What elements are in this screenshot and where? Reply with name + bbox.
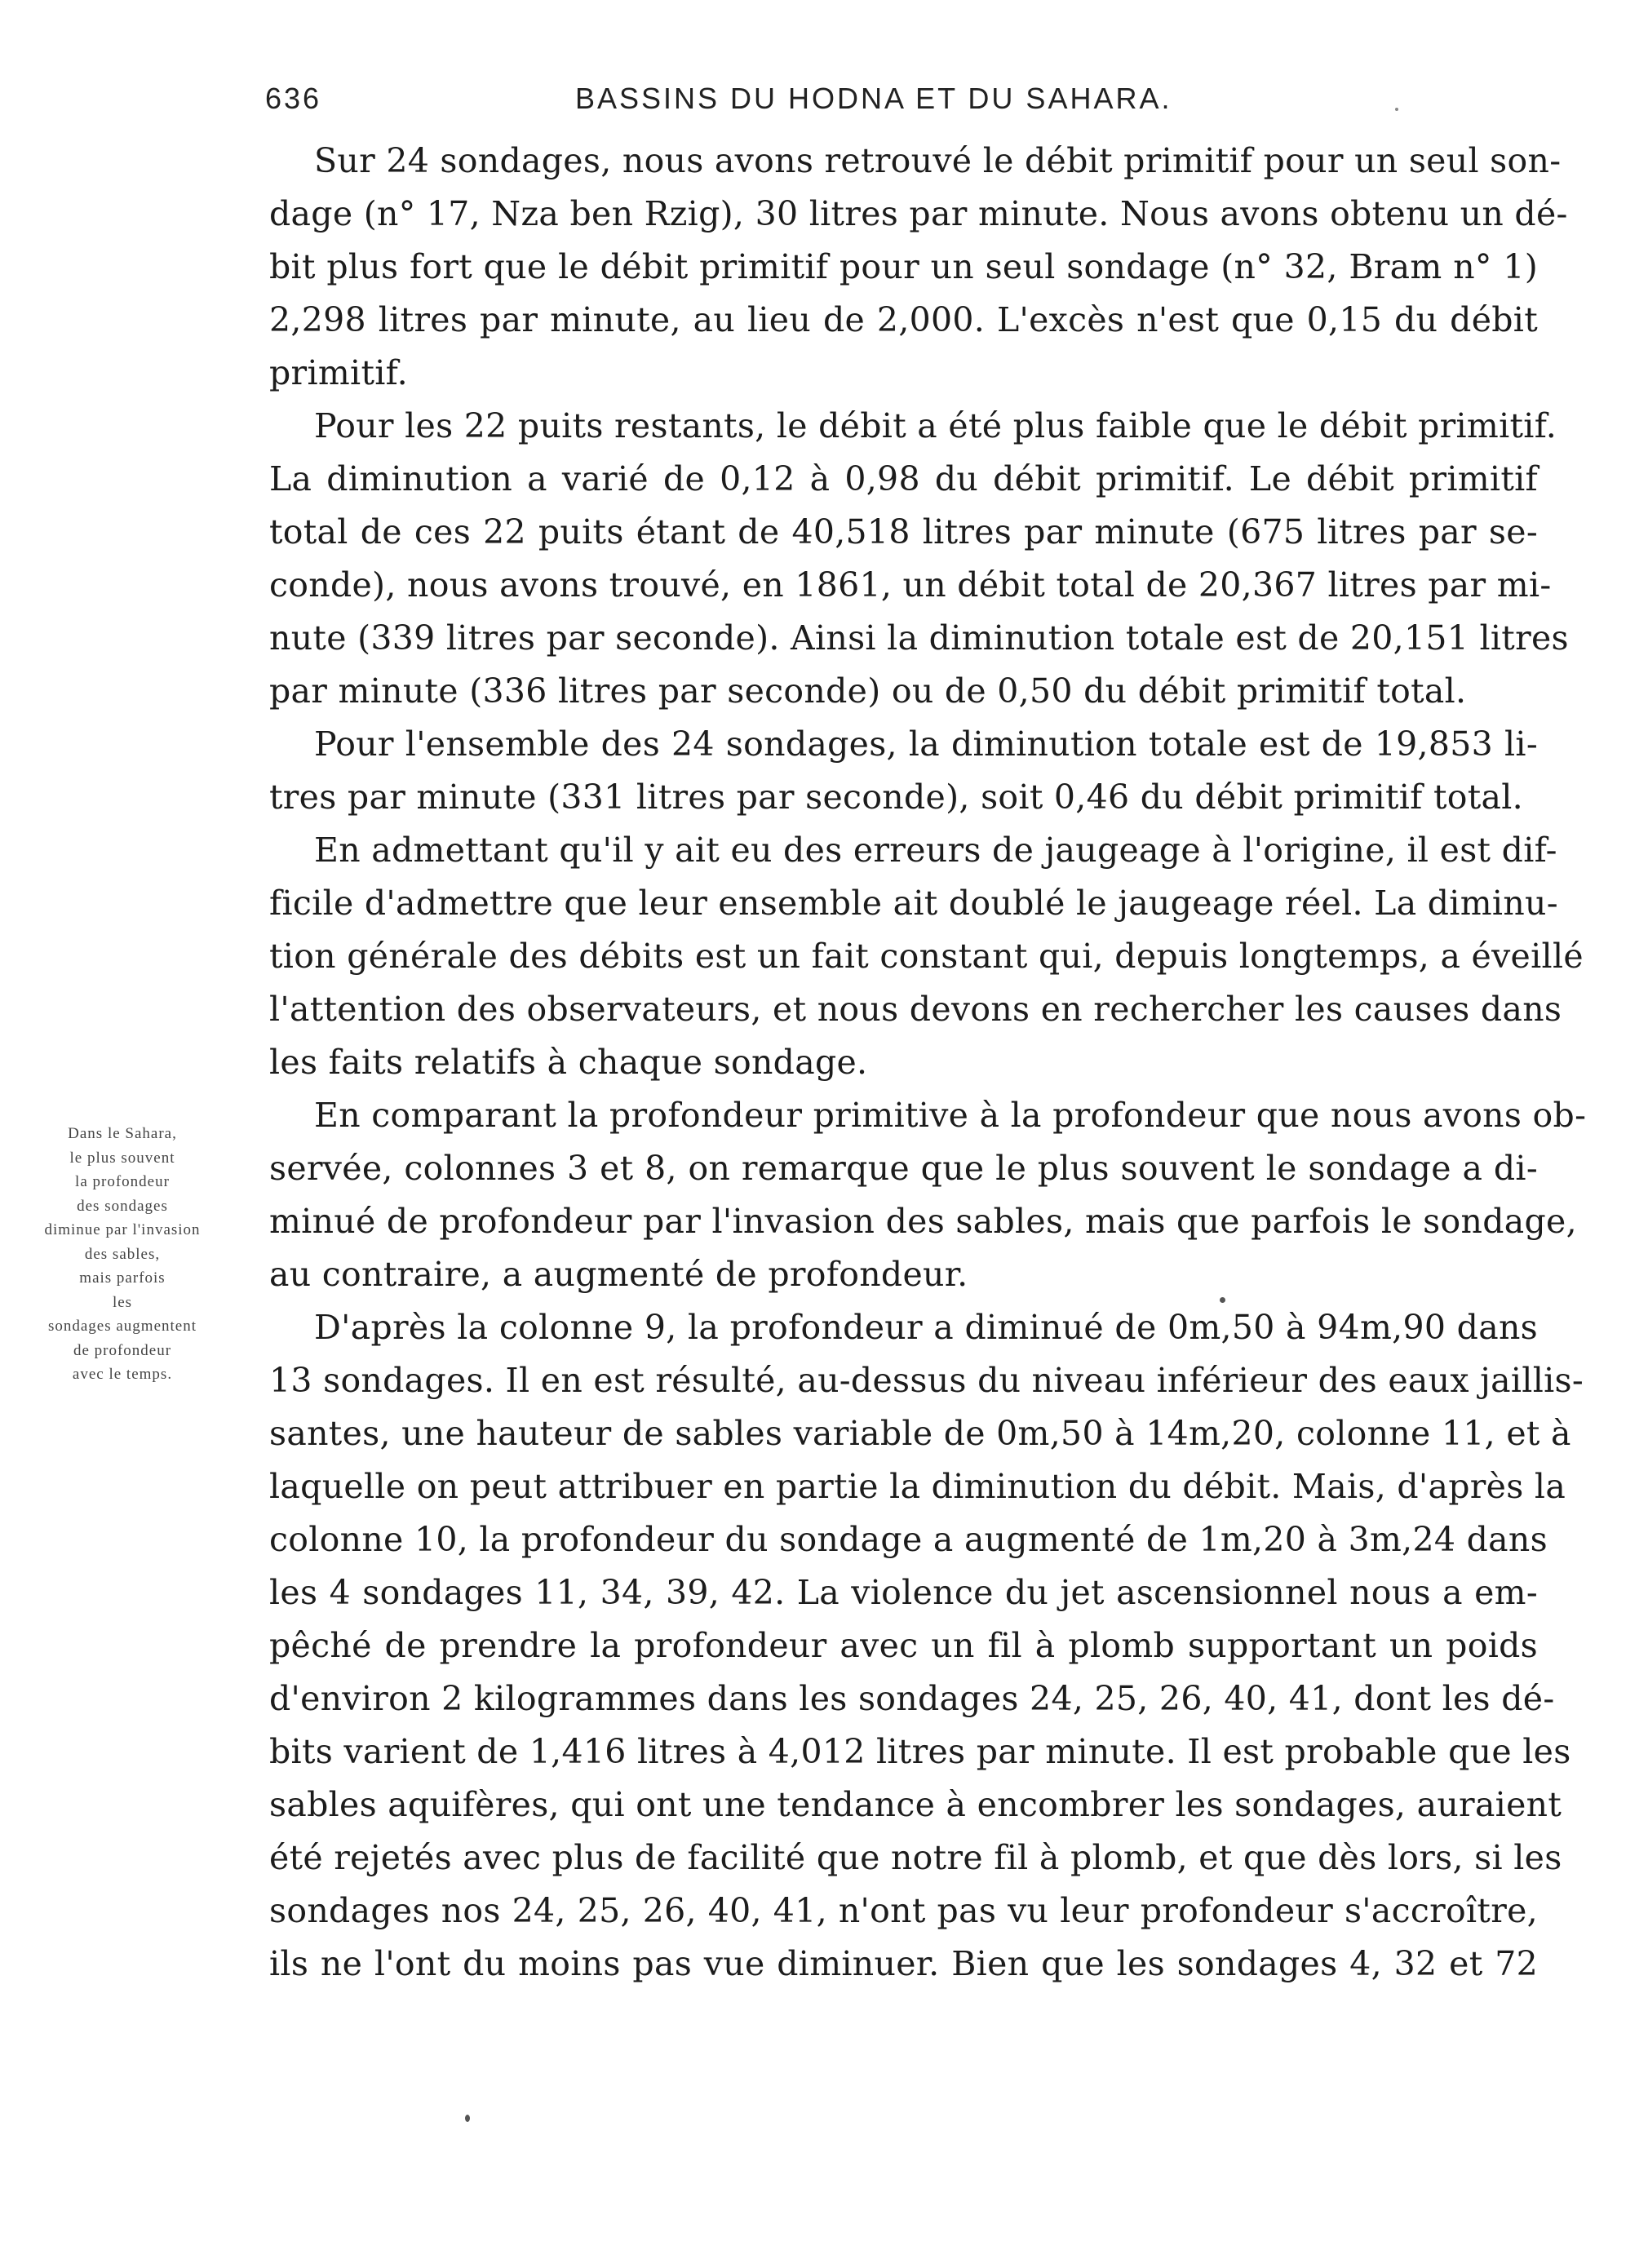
text-line: En admettant qu'il y ait eu des erreurs de jaugeage à l'origine, il est dif- [314,831,1557,870]
text-line: laquelle on peut attribuer en partie la diminution du débit. Mais, d'après la [269,1467,1566,1506]
text-line: primitif. [269,353,408,392]
text-line: En comparant la profondeur primitive à la profondeur que nous avons ob- [314,1096,1587,1135]
margin-note-line: mais parfois [79,1269,166,1287]
text-line: minué de profondeur par l'invasion des sables, mais que parfois le sondage, [269,1202,1577,1241]
text-line: ficile d'admettre que leur ensemble ait doublé le jaugeage réel. La diminu- [269,884,1558,923]
text-line: été rejetés avec plus de facilité que notre fil à plomb, et que dès lors, si les [269,1838,1562,1877]
running-title: BASSINS DU HODNA ET DU SAHARA. [575,82,1172,115]
text-line: pêché de prendre la profondeur avec un fil à plomb supportant un poids [269,1626,1538,1665]
text-line: les 4 sondages 11, 34, 39, 42. La violence du jet ascensionnel nous a em- [269,1573,1538,1612]
text-line: total de ces 22 puits étant de 40,518 litres par minute (675 litres par se- [269,512,1538,551]
ink-speck [1220,1297,1225,1303]
text-line: tres par minute (331 litres par seconde), soit 0,46 du débit primitif total. [269,777,1523,817]
text-line: colonne 10, la profondeur du sondage a augmenté de 1m,20 à 3m,24 dans [269,1520,1548,1559]
text-line: sondages nos 24, 25, 26, 40, 41, n'ont pas vu leur profondeur s'accroître, [269,1891,1538,1930]
margin-note-line: sondages augmentent [47,1318,197,1335]
margin-note-line: Dans le Sahara, [68,1125,177,1142]
margin-note-line: les [112,1293,133,1311]
text-line: D'après la colonne 9, la profondeur a diminué de 0m,50 à 94m,90 dans [314,1308,1538,1347]
text-line: par minute (336 litres par seconde) ou de 0,50 du débit primitif total. [269,671,1467,711]
text-line: sables aquifères, qui ont une tendance à encombrer les sondages, auraient [269,1785,1562,1824]
text-line: tion générale des débits est un fait constant qui, depuis longtemps, a éveillé [269,937,1584,976]
text-line: servée, colonnes 3 et 8, on remarque que le plus souvent le sondage a di- [269,1149,1538,1188]
margin-note-line: la profondeur [75,1173,170,1190]
text-line: bit plus fort que le débit primitif pour un seul sondage (n° 32, Bram n° 1) [269,247,1538,286]
margin-note-line: le plus souvent [69,1149,175,1167]
text-line: dage (n° 17, Nza ben Rzig), 30 litres par minute. Nous avons obtenu un dé- [269,194,1568,233]
text-line: bits varient de 1,416 litres à 4,012 litres par minute. Il est probable que les [269,1732,1571,1771]
text-line: 13 sondages. Il en est résulté, au-dessus du niveau inférieur des eaux jaillis- [269,1361,1584,1400]
margin-note [0,1122,245,1387]
ink-speck [465,2115,470,2122]
text-line: Pour l'ensemble des 24 sondages, la diminution totale est de 19,853 li- [314,724,1538,764]
text-line: nute (339 litres par seconde). Ainsi la diminution totale est de 20,151 litres [269,618,1569,658]
text-line: les faits relatifs à chaque sondage. [269,1043,868,1082]
text-line: conde), nous avons trouvé, en 1861, un débit total de 20,367 litres par mi- [269,565,1552,605]
text-line: 2,298 litres par minute, au lieu de 2,000. L'excès n'est que 0,15 du débit [269,300,1538,339]
margin-note-line: de profondeur [73,1341,172,1359]
text-line: Sur 24 sondages, nous avons retrouvé le débit primitif pour un seul son- [314,141,1562,180]
margin-note-line: diminue par l'invasion [44,1221,201,1238]
running-head [265,82,1228,122]
text-line: Pour les 22 puits restants, le débit a été plus faible que le débit primitif. [314,406,1557,445]
text-line: santes, une hauteur de sables variable de 0m,50 à 14m,20, colonne 11, et à [269,1414,1571,1453]
margin-note-line: avec le temps. [72,1366,173,1383]
text-line: La diminution a varié de 0,12 à 0,98 du débit primitif. Le débit primitif [269,459,1538,498]
ink-speck [1395,108,1398,111]
text-line: ils ne l'ont du moins pas vue diminuer. Bien que les sondages 4, 32 et 72 [269,1944,1538,1983]
margin-note-line: des sables, [84,1245,161,1263]
text-line: l'attention des observateurs, et nous devons en rechercher les causes dans [269,990,1562,1029]
body-text [269,135,1587,1991]
margin-note-line: des sondages [77,1197,168,1215]
page-number: 636 [265,82,322,115]
text-line: d'environ 2 kilogrammes dans les sondages 24, 25, 26, 40, 41, dont les dé- [269,1679,1555,1718]
text-line: au contraire, a augmenté de profondeur. [269,1255,968,1294]
